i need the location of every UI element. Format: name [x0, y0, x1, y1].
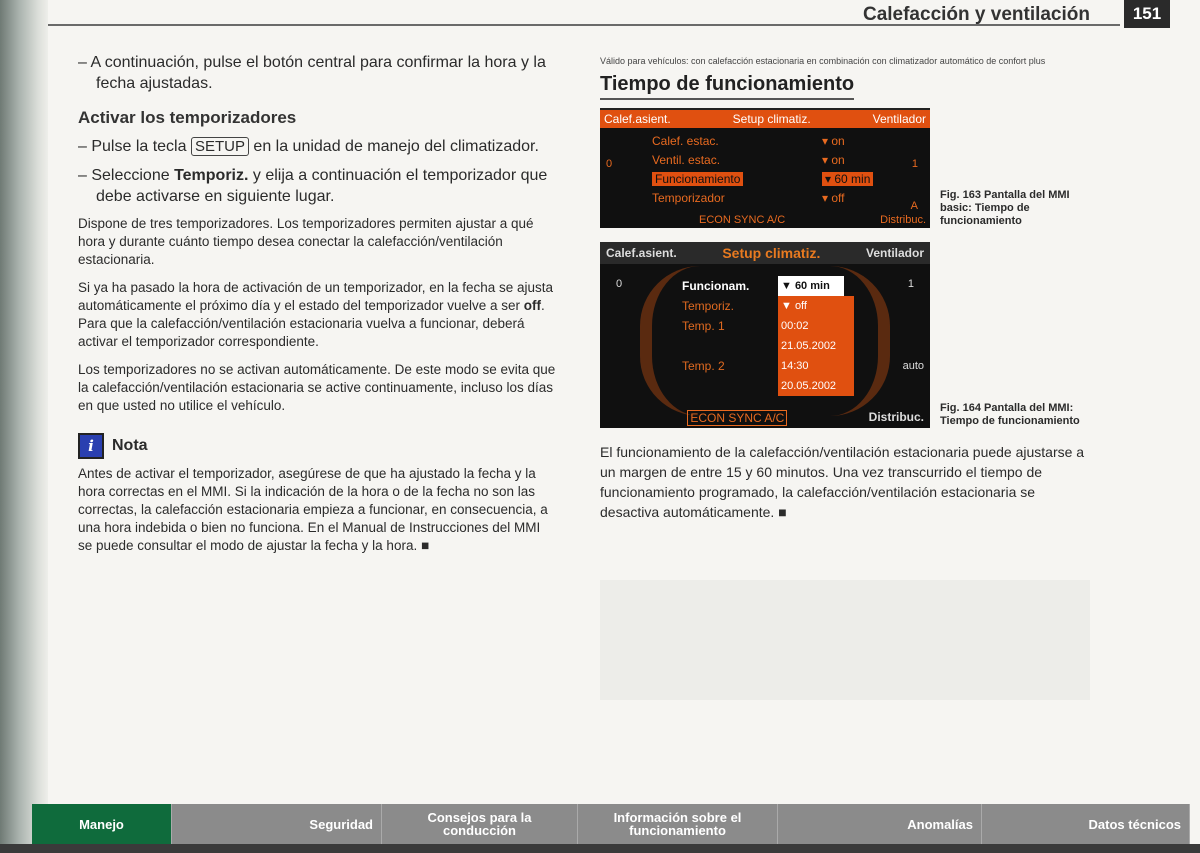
instruction-select — [78, 165, 558, 207]
tab-seguridad[interactable]: Seguridad — [172, 804, 382, 844]
tab-informacion[interactable]: Información sobre el funcionamiento — [578, 804, 778, 844]
section-heading-timers: Activar los temporizadores — [78, 108, 297, 127]
right-column — [600, 56, 1090, 536]
value-box: 20.05.2002 — [778, 376, 854, 396]
value-item: ▾ off — [822, 191, 845, 205]
screen-values — [778, 276, 854, 396]
faded-background-figure — [600, 580, 1090, 700]
page-number: 151 — [1124, 0, 1170, 28]
tab-setup: Setup climatiz. — [722, 245, 821, 261]
menu-term: Temporiz. — [174, 167, 249, 184]
screen-top-bar — [600, 242, 930, 264]
distribution-label: Distribuc. — [868, 410, 924, 424]
left-column — [78, 52, 558, 565]
value-box: 21.05.2002 — [778, 336, 854, 356]
text: – Seleccione — [78, 167, 175, 184]
menu-item: Temporizador — [652, 191, 725, 205]
bottom-edge — [0, 844, 1200, 853]
figure-164 — [600, 242, 1090, 428]
tab-anomalias[interactable]: Anomalías — [778, 804, 982, 844]
value-box: ▼ off — [778, 296, 854, 316]
tab-fan: Ventilador — [865, 246, 924, 260]
paragraph-activation — [78, 279, 558, 351]
runtime-description: El funcionamiento de la calefacción/ventilación estacionaria puede ajustarse a un margen de entre 15 y 60 minutos. Una vez transcurrido el tiempo de funcionamiento programado, la calefacción/ventilación estacionaria se desactiva automáticamente. ■ — [600, 444, 1085, 520]
mmi-screen — [600, 242, 930, 428]
validity-note: Válido para vehículos: con calefacción estacionaria en combinación con climatizador automático de confort plus — [600, 56, 1046, 66]
running-header: Calefacción y ventilación — [862, 4, 1090, 25]
chapter-tab-bar — [32, 804, 1190, 844]
tab-fan: Ventilador — [872, 112, 926, 126]
side-right-letter: A — [910, 200, 918, 212]
side-left-number: 0 — [606, 158, 613, 170]
menu-item: Temporiz. — [682, 299, 735, 313]
screen-values — [822, 132, 873, 208]
mmi-basic-screen — [600, 108, 930, 228]
value-box: 14:30 — [778, 356, 854, 376]
text: en la unidad de manejo del climatizador. — [248, 138, 539, 155]
figure-caption: Fig. 164 Pantalla del MMI: Tiempo de funcionamiento — [940, 402, 1080, 427]
paragraph-auto: Los temporizadores no se activan automáticamente. De este modo se evita que la calefacción/ventilación estacionaria se active continuamente, incluso los días en que usted no utilice el vehículo. — [78, 362, 556, 413]
text: – Pulse la tecla — [78, 138, 191, 155]
state-term: off — [523, 298, 541, 313]
screen-top-bar — [600, 110, 930, 128]
auto-label: auto — [902, 360, 924, 372]
econ-sync-ac: ECON SYNC A/C — [687, 410, 787, 426]
tab-manejo[interactable]: Manejo — [32, 804, 172, 844]
menu-item-selected: Funcionam. — [682, 279, 750, 293]
side-left-number: 0 — [616, 278, 623, 290]
value-box: 00:02 — [778, 316, 854, 336]
distribution-label: Distribuc. — [880, 214, 926, 226]
menu-item: Ventil. estac. — [652, 153, 721, 167]
text: . Para que la calefacción/ventilación estacionaria vuelva a funcionar, deberá activar el temporizador correspondiente. — [78, 298, 545, 349]
menu-item: Temp. 1 — [682, 319, 725, 333]
tab-seat-heating: Calef.asient. — [604, 112, 671, 126]
screen-bottom-bar — [600, 410, 930, 426]
paragraph-timers: Dispone de tres temporizadores. Los temporizadores permiten ajustar a qué hora y durante cuánto tiempo desea conectar la calefacción/ventilación estacionaria. — [78, 216, 534, 267]
instruction-confirm: – A continuación, pulse el botón central para confirmar la hora y la fecha ajustadas. — [78, 54, 546, 92]
setup-key: SETUP — [191, 137, 249, 156]
tab-consejos[interactable]: Consejos para la conducción — [382, 804, 578, 844]
side-right-number: 1 — [907, 278, 914, 290]
figure-163 — [600, 108, 1090, 228]
note-header — [78, 433, 558, 459]
screen-menu — [682, 276, 749, 396]
side-right-number: 1 — [911, 158, 918, 170]
tab-setup: Setup climatiz. — [732, 112, 811, 126]
figure-caption: Fig. 163 Pantalla del MMI basic: Tiempo de funcionamiento — [940, 189, 1070, 227]
tab-datos-tecnicos[interactable]: Datos técnicos — [982, 804, 1190, 844]
value-item: ▾ on — [822, 134, 845, 148]
tab-seat-heating: Calef.asient. — [606, 246, 677, 260]
book-spine — [0, 0, 48, 853]
text: Si ya ha pasado la hora de activación de un temporizador, en la fecha se ajusta automáticamente el próximo día y el estado del temporizador vuelve a ser — [78, 280, 554, 313]
value-selected: ▼ 60 min — [778, 276, 844, 296]
screen-menu — [652, 132, 743, 208]
info-icon: i — [78, 433, 104, 459]
value-item-selected: ▾ 60 min — [822, 172, 873, 186]
menu-item-selected: Funcionamiento — [652, 172, 743, 186]
note-text: Antes de activar el temporizador, asegúrese de que ha ajustado la fecha y la hora correctas en el MMI. Si la indicación de la hora o de la fecha no son las correctas, la calefacción estacionaria empieza a funcionar, en consecuencia, a una hora indebida o bien no funciona. En el Manual de Instrucciones del MMI se puede consultar el modo de ajustar la fecha y la hora. ■ — [78, 466, 548, 553]
note-title: Nota — [112, 437, 148, 454]
section-title: Tiempo de funcionamiento — [600, 73, 854, 100]
menu-item: Temp. 2 — [682, 359, 725, 373]
screen-bottom-bar — [600, 214, 930, 226]
value-item: ▾ on — [822, 153, 845, 167]
instruction-setup — [78, 136, 558, 157]
text: y elija a continuación el temporizador que debe activarse en siguiente lugar. — [96, 167, 548, 205]
menu-item: Calef. estac. — [652, 134, 719, 148]
econ-sync-ac: ECON SYNC A/C — [698, 214, 786, 226]
